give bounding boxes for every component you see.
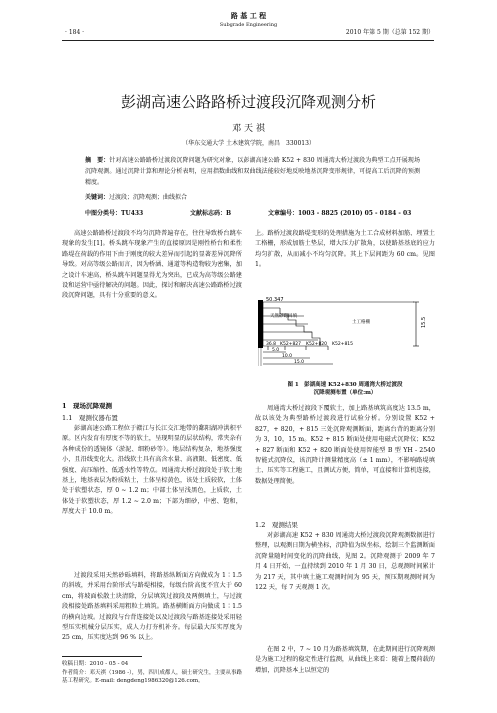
clc-number: 中图分类号：TU433 bbox=[85, 210, 144, 217]
paragraph-results: 对彭湖高速 K52 + 830 周通湾大桥过渡段沉降观测数据进行整理，以观测日期为横坐标，沉降值为纵坐标，绘制三个监测断面沉降量随时间变化的沉降曲线，见图 2。沉降观测于 2009 年 7 月 4 日开始，一直持续到 2010 年 1 月 30 日，总观测时间累计为 217 天，其中填土施工观测时间为 95 天，预压期观测时间为 122 天，每 7 天观测 1 次。 bbox=[255, 532, 435, 592]
figure-1-drawing bbox=[258, 296, 434, 370]
fig1-station-2: K52+827 bbox=[280, 342, 302, 347]
abstract bbox=[85, 155, 420, 188]
paragraph-instruments: 周通湾大桥过渡段下覆软土，加上路基填筑高度达 13.5 m，故以该处为典型路桥过渡段进行试验分析。分别设置 K52 + 827，+ 820，+ 815 三处沉降观测断面，距离台背的距离分别为 3，10，15 m。K52 + 815 断面处使用电磁式沉降仪；K52 + 827 断面和 K52 + 820 断面处使用智能型 B 型 YH - 2540 智能式沉降仪，该沉降计测量精度高（± 1 mm），不影响路堤填土、压实等工程施工，且测试方便，简单，可直接和计算机连接，数据处理简便。 bbox=[255, 405, 435, 485]
author-bio: 作者简介：邓天祺（1986 -），男，四川成都人，硕士研究生，主要从事路基工程研究。E-mail: dengdeng1986320@126.com。 bbox=[62, 670, 242, 684]
fig1-backfill-label: 天然砂砾回填 bbox=[270, 314, 297, 319]
journal-name-en: Subgrade Engineering bbox=[219, 22, 278, 28]
fig1-dim-10: 10.0 bbox=[282, 354, 293, 359]
fig1-geogrid-label: 土工格栅 bbox=[352, 320, 370, 325]
fig1-station-1: 36.8 bbox=[266, 342, 277, 347]
paragraph-treatment: 上。路桥过渡段路堤变形的处理措施为土工合成材料加筋、埋置土工格栅，形成加筋土垫层，增大压力扩散角，以使路基基底的应力均匀扩散，从而减小不均匀沉降。其上下层间距为 60 cm。见图 1。 bbox=[255, 230, 435, 269]
author: 邓 天 祺 bbox=[232, 124, 265, 134]
fig1-height-label: 15.5 bbox=[421, 316, 427, 328]
keywords bbox=[85, 193, 420, 203]
article-number: 文章编号：1003 - 8825 (2010) 05 - 0184 - 03 bbox=[268, 210, 412, 217]
paragraph-site: 彭湖高速公路工程位于赣江与长江交汇地带的鄱阳湖冲洪积平原。区内发育有厚度不等的软土，呈现明显的层状结构，常夹杂有各种成份的透镜体（淤泥、细粉砂等）。地层结构复杂，地基强度小，且沿线变化大。沿线软土具有高含水量、高液限、低密度、低强度、高压缩性、低透水性等特点。周通湾大桥过渡段处于软土地基上，地基表层为粉质粘土，土体呈棕黄色，该处土质较软，土体处于软塑状态，厚 0 ~ 1.2 m；中部土体呈浅黑色，上质软，土体处于软塑状态，厚 1.2 ~ 2.0 m；下部为细砂，中密、饱和，厚度大于 10.0 m。 bbox=[62, 425, 242, 516]
intro-paragraph: 高速公路路桥过渡段不均匀沉降普遍存在，往往导致桥台跳车现象的发生[1]。桥头跳车现象产生的直接原因是刚性桥台和柔性路堤在荷载的作用下由于刚度的较大差异而引起的显著差异沉降所导致。对高等级公路而言，因为桥涵、通道等构造物较为密集，加之设计车速高，桥头跳车问题显得尤为突出，已成为高等级公路建设和运营中亟待解决的问题。因此，探讨和解决高速公路路桥过渡段沉降问题，具有十分重要的意义。 bbox=[62, 230, 242, 300]
figure-1 bbox=[258, 296, 434, 370]
figure-1-caption: 图 1 彭湖高速 K52+830 周通湾大桥过渡段 bbox=[287, 382, 403, 388]
section-1-2-heading: 1.2 观测结果 bbox=[255, 521, 298, 529]
fig1-elevation: 50.347 bbox=[266, 297, 284, 303]
fig1-station-4: K52+815 bbox=[332, 342, 354, 347]
document-code: 文献标志码：B bbox=[190, 210, 232, 217]
footnote-rule bbox=[62, 656, 142, 657]
keywords-label: 关键词： bbox=[85, 194, 110, 201]
figure-1-caption-line2: 沉降观测布置（单位:m） bbox=[313, 390, 377, 396]
page-number: · 184 · bbox=[65, 29, 85, 36]
section-1-1-heading: 1.1 观测仪器布置 bbox=[62, 414, 118, 422]
affiliation: （华东交通大学 土木建筑学院，南昌 330013） bbox=[182, 140, 315, 147]
journal-name: 路 基 工 程 bbox=[230, 11, 267, 20]
received-date: 收稿日期：2010 - 05 - 04 bbox=[62, 661, 129, 667]
keywords-text: 过渡段；沉降观测；曲线拟合 bbox=[109, 194, 188, 201]
header-rule bbox=[62, 40, 434, 41]
abstract-text: 针对高速公路路桥过渡段沉降问题为研究对象，以彭湖高速公路 K52 + 830 周通湾大桥过渡段为典型工点开展现场沉降观测。通过沉降计算和理论分析表明，应用指数曲线和双曲线法能较好地反映地基沉降变形规律，可提高工后沉降的预测精度。 bbox=[85, 157, 420, 186]
paper-title: 彭湖高速公路路桥过渡段沉降观测分析 bbox=[120, 93, 376, 111]
fig1-dim-15: 15.0 bbox=[294, 360, 305, 365]
paragraph-fig2: 在图 2 中，7 ~ 10 月为路基填筑期，在此期间进行沉降观测是为施工过程的稳定性进行监测，从曲线上来看：随着上覆荷载的增加，沉降基本上以恒定的 bbox=[255, 646, 435, 674]
paragraph-fill: 过渡段采用天然砂砾填料，将路基纵断面方向做成为 1∶1.5 的斜坡，并采用台阶形式与路堤相接，每级台阶高度不宜大于 60 cm，将坡面松散土块清除，分层填筑过渡段及两侧填土，与过渡段相接处路基填料采用粗粒土填筑。路基横断面方向做成 1∶1.5 的横向边坡。过渡段与台背连接处以及过渡段与路基连接处采用轻型压实机械分层压实，成人力打夯机补夯。每层最大压实厚度为 25 cm，压实度达到 96 % 以上。 bbox=[62, 572, 242, 642]
abstract-label: 摘 要： bbox=[85, 157, 110, 164]
section-1-heading: 1 现场沉降观测 bbox=[62, 402, 113, 410]
issue-info: 2010 年第 5 期（总第 152 期） bbox=[345, 29, 434, 36]
fig1-station-3: K52+820 bbox=[306, 342, 328, 347]
fig1-dim-5: 5.0 bbox=[272, 348, 280, 353]
